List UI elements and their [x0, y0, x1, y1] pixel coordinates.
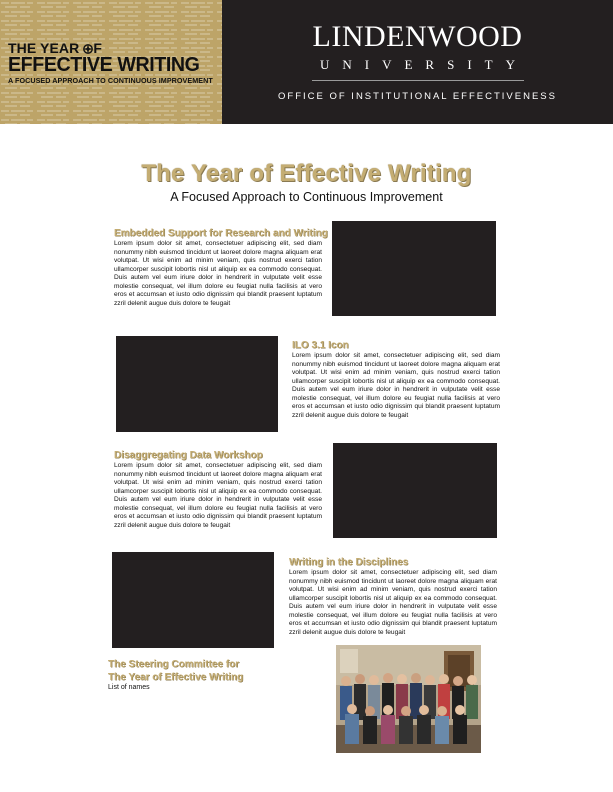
office-name: OFFICE OF INSTITUTIONAL EFFECTIVENESS	[278, 91, 557, 102]
image-placeholder-1	[332, 221, 496, 316]
section-title-ilo-icon: ILO 3.1 Icon	[292, 340, 349, 351]
university-header	[222, 0, 613, 124]
badge-tagline: A FOCUSED APPROACH TO CONTINUOUS IMPROVEMENT	[8, 76, 213, 85]
badge-of-text: F	[93, 40, 102, 56]
compass-star-icon	[83, 44, 93, 54]
header-divider	[312, 80, 524, 81]
steering-names-list: List of names	[108, 684, 150, 691]
section-body-disaggregating-data: Lorem ipsum dolor sit amet, consectetuer adipiscing elit, sed diam nonummy nibh euismod tincidunt ut laoreet dolore magna aliquam erat volutpat. Ut wisi enim ad minim veniam, quis nostrud exerci tation ullamcorper suscipit lobortis nisl ut aliquip ex ea commodo consequat. Duis autem vel eum iriure dolor in hendrerit in vulputate velit esse molestie consequat, vel illum dolore eu feugiat nulla facilisis at vero eros et accumsan et iusto odio dignissim qui blandit praesent luptatum zzril delenit augue duis dolore te feugait	[114, 462, 322, 529]
image-placeholder-3	[333, 443, 497, 538]
badge-year-text: THE YEAR	[8, 40, 80, 56]
page-subtitle: A Focused Approach to Continuous Improvement	[170, 190, 443, 204]
steering-title-line2: The Year of Effective Writing	[108, 672, 244, 683]
section-body-writing-disciplines: Lorem ipsum dolor sit amet, consectetuer adipiscing elit, sed diam nonummy nibh euismod tincidunt ut laoreet dolore magna aliquam erat volutpat. Ut wisi enim ad minim veniam, quis nostrud exerci tation ullamcorper suscipit lobortis nisl ut aliquip ex ea commodo consequat. Duis autem vel eum iriure dolor in hendrerit in vulputate velit esse molestie consequat, vel illum dolore eu feugiat nulla facilisis at vero eros et accumsan et iusto odio dignissim qui blandit praesent luptatum zzril delenit augue duis dolore te feugait	[289, 569, 497, 636]
section-title-writing-disciplines: Writing in the Disciplines	[289, 557, 409, 568]
section-body-embedded-support: Lorem ipsum dolor sit amet, consectetuer adipiscing elit, sed diam nonummy nibh euismod tincidunt ut laoreet dolore magna aliquam erat volutpat. Ut wisi enim ad minim veniam, quis nostrud exerci tation ullamcorper suscipit lobortis nisl ut aliquip ex ea commodo consequat. Duis autem vel eum iriure dolor in hendrerit in vulputate velit esse molestie consequat, vel illum dolore eu feugiat nulla facilisis at vero eros et accumsan et iusto odio dignissim qui blandit praesent luptatum zzril delenit augue duis dolore te feugait	[114, 240, 322, 307]
section-title-embedded-support: Embedded Support for Research and Writing	[114, 228, 328, 239]
badge-effective-writing: EFFECTIVE WRITING	[8, 54, 200, 76]
group-photo	[336, 645, 481, 753]
university-word: UNIVERSITY	[320, 57, 528, 72]
page-title: The Year of Effective Writing	[141, 160, 472, 187]
image-placeholder-2	[116, 336, 278, 432]
badge-line1	[8, 41, 213, 55]
university-name: LINDENWOOD	[312, 20, 523, 53]
steering-committee-title	[108, 658, 243, 684]
image-placeholder-4	[112, 552, 274, 648]
section-body-ilo-icon: Lorem ipsum dolor sit amet, consectetuer adipiscing elit, sed diam nonummy nibh euismod tincidunt ut laoreet dolore magna aliquam erat volutpat. Ut wisi enim ad minim veniam, quis nostrud exerci tation ullamcorper suscipit lobortis nisl ut aliquip ex ea commodo consequat. Duis autem vel eum iriure dolor in hendrerit in vulputate velit esse molestie consequat, vel illum dolore eu feugiat nulla facilisis at vero eros et accumsan et iusto odio dignissim qui blandit praesent luptatum zzril delenit augue duis dolore te feugait	[292, 352, 500, 419]
year-of-writing-badge	[0, 0, 222, 124]
section-title-disaggregating-data: Disaggregating Data Workshop	[114, 450, 263, 461]
steering-title-line1: The Steering Committee for	[108, 659, 240, 670]
